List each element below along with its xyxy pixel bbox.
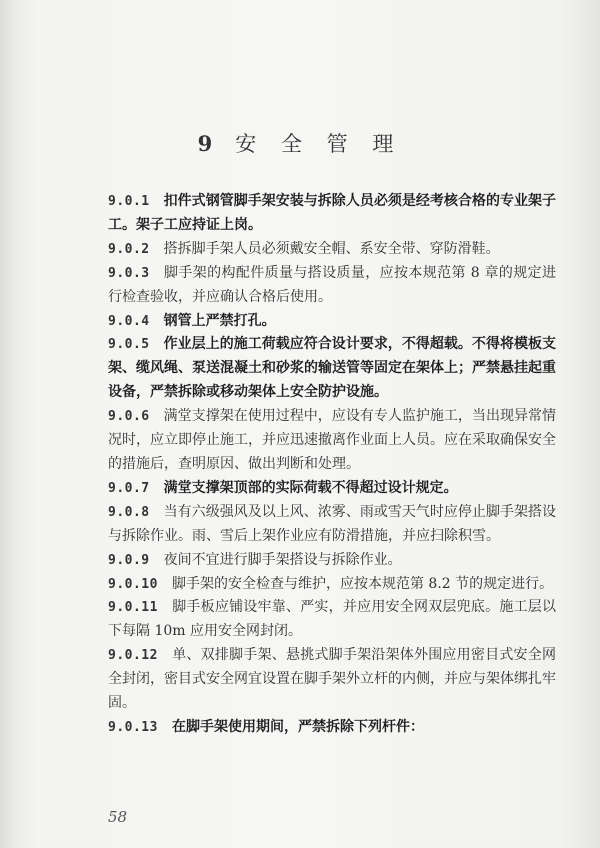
clause-text: 在脚手架使用期间，严禁拆除下列杆件： [171,718,424,735]
page-number: 58 [108,808,128,826]
clause-number: 9.0.1 [108,194,150,209]
clause-9-0-3 [108,262,556,310]
clause-text: 单、双排脚手架、悬挑式脚手架沿架体外围应用密目式安全网全封闭，密目式安全网宜设置在脚手架外立杆的内侧，并应与架体绑扎牢固。 [108,647,556,712]
clause-number: 9.0.12 [108,648,158,664]
clause-text: 钢管上严禁打孔。 [163,312,276,329]
clause-9-0-6 [108,405,556,477]
clause-number: 9.0.13 [108,719,158,735]
chapter-title-text: 安 全 管 理 [235,132,403,156]
clause-list [108,190,556,740]
clause-9-0-2 [108,238,556,262]
clause-number: 9.0.6 [108,409,150,425]
clause-text: 搭拆脚手架人员必须戴安全帽、系安全带、穿防滑鞋。 [163,240,500,257]
clause-text: 脚手架的安全检查与维护，应按本规范第 8.2 节的规定进行。 [171,575,554,592]
clause-9-0-10 [108,573,556,597]
clause-text: 夜间不宜进行脚手架搭设与拆除作业。 [163,551,402,568]
chapter-number: 9 [197,131,222,156]
clause-9-0-4 [108,310,556,334]
clause-9-0-12 [108,644,556,716]
clause-9-0-5 [108,333,556,405]
clause-9-0-8 [108,501,556,549]
clause-number: 9.0.4 [108,313,150,329]
clause-number: 9.0.10 [108,576,158,592]
clause-number: 9.0.2 [108,241,150,257]
clause-text: 满堂支撑架顶部的实际荷载不得超过设计规定。 [163,479,458,496]
clause-number: 9.0.3 [108,265,150,281]
clause-text: 当有六级强风及以上风、浓雾、雨或雪天气时应停止脚手架搭设与拆除作业。雨、雪后上架作业应有防滑措施，并应扫除积雪。 [108,503,556,544]
clause-9-0-7 [108,477,556,501]
clause-number: 9.0.11 [108,600,158,616]
clause-text: 作业层上的施工荷载应符合设计要求，不得超载。不得将模板支架、缆风绳、泵送混凝土和砂浆的输送管等固定在架体上；严禁悬挂起重设备，严禁拆除或移动架体上安全防护设施。 [108,336,556,401]
clause-text: 脚手架的构配件质量与搭设质量，应按本规范第 8 章的规定进行检查验收，并应确认合格后使用。 [108,264,556,305]
clause-text: 满堂支撑架在使用过程中，应设有专人监护施工，当出现异常情况时，应立即停止施工，并应迅速撤离作业面上人员。应在采取确保安全的措施后，查明原因、做出判断和处理。 [108,408,556,472]
clause-text: 脚手板应铺设牢靠、严实，并应用安全网双层兜底。施工层以下每隔 10m 应用安全网封闭。 [108,599,556,640]
clause-number: 9.0.7 [108,480,150,496]
clause-number: 9.0.5 [108,337,150,353]
chapter-title [0,128,600,158]
clause-9-0-9 [108,549,556,573]
clause-9-0-1 [108,190,556,238]
clause-9-0-13 [108,716,556,740]
clause-number: 9.0.8 [108,504,150,520]
clause-text: 扣件式钢管脚手架安装与拆除人员必须是经考核合格的专业架子工。架子工应持证上岗。 [108,193,556,233]
clause-number: 9.0.9 [108,552,150,568]
clause-9-0-11 [108,596,556,644]
